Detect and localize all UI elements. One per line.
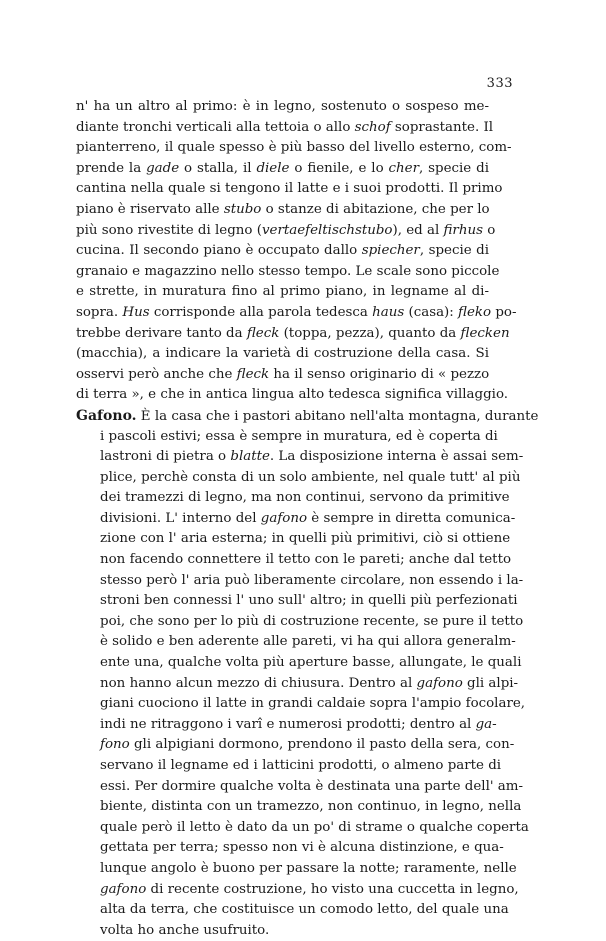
italic-term: gafono bbox=[260, 510, 308, 526]
italic-term: vertaefeltischstubo bbox=[261, 222, 393, 238]
text-segment: essi. Per dormire qualche volta è destinata una parte dell' am- bbox=[100, 778, 524, 794]
italic-term: haus bbox=[372, 304, 405, 320]
text-segment: corrisponde alla parola tedesca bbox=[149, 304, 373, 320]
text-segment: sopra. bbox=[76, 304, 123, 320]
text-segment: poi, che sono per lo più di costruzione recente, se pure il tetto bbox=[100, 613, 524, 629]
text-segment: di recente costruzione, ho visto una cuccetta in legno, bbox=[146, 881, 519, 897]
text-segment: è solido e ben aderente alle pareti, vi ha qui allora generalm- bbox=[100, 634, 516, 650]
text-segment: lastroni di pietra o bbox=[100, 449, 231, 465]
text-segment: non facendo connettere il tetto con le pareti; anche dal tetto bbox=[100, 552, 512, 568]
text-segment: stesso però l' aria può liberamente circolare, non essendo i la- bbox=[100, 572, 524, 588]
italic-term: fleko bbox=[458, 304, 492, 320]
italic-term: schof bbox=[354, 119, 391, 135]
text-line bbox=[76, 97, 489, 118]
text-segment: , specie di bbox=[419, 160, 489, 176]
text-line bbox=[76, 674, 519, 695]
text-line bbox=[76, 550, 512, 571]
text-segment: cucina. Il secondo piano è occupato dallo bbox=[76, 243, 362, 259]
text-segment: indi ne ritraggono i varî e numerosi prodotti; dentro al bbox=[100, 716, 476, 732]
text-line bbox=[76, 241, 489, 262]
text-segment: biente, distinta con un tramezzo, non continuo, in legno, nella bbox=[100, 799, 522, 815]
text-line bbox=[76, 200, 489, 221]
italic-term: firhus bbox=[443, 222, 483, 238]
text-segment: , specie di bbox=[419, 243, 489, 259]
text-line bbox=[76, 612, 524, 633]
italic-term: fono bbox=[100, 737, 130, 753]
text-segment: . La disposizione interna è assai sem- bbox=[269, 449, 524, 465]
text-segment: i pascoli estivi; essa è sempre in muratura, ed è coperta di bbox=[100, 428, 498, 444]
text-line bbox=[76, 138, 512, 159]
text-segment: servano il legname ed i latticini prodotti, o almeno parte di bbox=[100, 758, 502, 773]
text-line bbox=[76, 365, 489, 386]
text-line bbox=[76, 385, 509, 406]
text-line bbox=[76, 529, 511, 550]
text-line bbox=[76, 303, 517, 324]
text-segment: dei tramezzi di legno, ma non continui, servono da primitive bbox=[100, 490, 510, 506]
italic-term: fleck bbox=[236, 366, 270, 382]
text-line bbox=[76, 221, 496, 242]
text-segment: (casa): bbox=[404, 304, 459, 320]
text-segment: diante tronchi verticali alla tettoia o allo bbox=[76, 119, 355, 135]
text-segment: stroni ben connessi l' uno sull' altro; in quelli più perfezionati bbox=[100, 593, 518, 609]
text-line bbox=[76, 900, 509, 921]
text-line bbox=[76, 838, 504, 859]
text-line bbox=[76, 324, 510, 345]
text-segment: gli alpigiani dormono, prendono il pasto della sera, con- bbox=[129, 737, 515, 753]
text-line bbox=[76, 859, 517, 880]
text-segment: cantina nella quale si tengono il latte e i suoi prodotti. Il primo bbox=[76, 181, 503, 197]
text-segment: osservi però anche che bbox=[76, 366, 237, 382]
text-segment: granaio e magazzino nello stesso tempo. Le scale sono piccole bbox=[76, 263, 500, 279]
text-segment: di terra », e che in antica lingua alto tedesca significa villaggio. bbox=[76, 387, 509, 403]
italic-term: gafono bbox=[100, 881, 147, 897]
page-number: 333 bbox=[486, 76, 513, 91]
text-segment: o bbox=[482, 222, 496, 238]
italic-term: gade bbox=[146, 160, 180, 176]
text-line bbox=[76, 694, 526, 715]
text-segment: (macchia), a indicare la varietà di costruzione della casa. Si bbox=[76, 346, 489, 362]
text-segment: divisioni. L' interno del bbox=[100, 510, 261, 526]
text-segment: trebbe derivare tanto da bbox=[76, 325, 247, 341]
text-segment: è sempre in diretta comunica- bbox=[307, 510, 516, 526]
text-segment: lunque angolo è buono per passare la notte; raramente, nelle bbox=[100, 860, 517, 876]
text-line bbox=[76, 262, 500, 283]
text-segment: pianterreno, il quale spesso è più basso del livello esterno, com- bbox=[76, 140, 512, 156]
entry-term: Gafono. bbox=[76, 407, 137, 424]
text-line bbox=[76, 159, 489, 180]
text-segment: prende la bbox=[76, 160, 147, 176]
text-line bbox=[76, 653, 522, 674]
text-segment: o stalla, il bbox=[179, 160, 257, 176]
text-line bbox=[76, 880, 519, 901]
text-segment: piano è riservato alle bbox=[76, 201, 224, 217]
text-line bbox=[76, 571, 524, 592]
text-segment: volta ho anche usufruito. bbox=[100, 922, 270, 938]
text-segment: più sono rivestite di legno ( bbox=[76, 222, 262, 238]
text-line bbox=[76, 509, 516, 530]
text-segment: e strette, in muratura fino al primo piano, in legname al di- bbox=[76, 284, 489, 300]
italic-term: Hus bbox=[122, 304, 150, 320]
entry-line-gafono bbox=[76, 406, 539, 427]
italic-term: blatte bbox=[230, 449, 270, 465]
text-line bbox=[76, 468, 521, 489]
text-line bbox=[76, 797, 522, 818]
italic-term: flecken bbox=[460, 325, 510, 341]
text-segment: ), ed al bbox=[392, 222, 444, 238]
text-line bbox=[76, 777, 524, 798]
text-segment: o fienile, e lo bbox=[289, 160, 389, 176]
text-segment: gettata per terra; spesso non vi è alcuna distinzione, e qua- bbox=[100, 840, 504, 856]
text-segment: non hanno alcun mezzo di chiusura. Dentro al bbox=[100, 675, 417, 691]
text-segment: soprastante. Il bbox=[390, 119, 494, 135]
text-segment: plice, perchè consta di un solo ambiente, nel quale tutt' al più bbox=[100, 469, 521, 485]
text-line bbox=[76, 488, 510, 509]
text-segment: alta da terra, che costituisce un comodo letto, del quale una bbox=[100, 902, 509, 918]
text-segment: ha il senso originario di « pezzo bbox=[269, 366, 490, 382]
text-segment: quale però il letto è dato da un po' di strame o qualche coperta bbox=[100, 819, 529, 835]
italic-term: fleck bbox=[246, 325, 280, 341]
body-text bbox=[76, 97, 539, 941]
text-line bbox=[76, 818, 529, 839]
text-line bbox=[76, 179, 503, 200]
text-line bbox=[76, 447, 524, 468]
text-line bbox=[76, 735, 515, 756]
text-segment: po- bbox=[491, 304, 517, 320]
text-segment: o stanze di abitazione, che per lo bbox=[261, 201, 490, 217]
italic-term: diele bbox=[256, 160, 290, 176]
text-segment: È la casa che i pastori abitano nell'alta montagna, durante bbox=[136, 408, 539, 424]
text-line bbox=[76, 921, 489, 941]
italic-term: ga- bbox=[475, 716, 497, 732]
text-line bbox=[76, 591, 518, 612]
text-line bbox=[76, 282, 489, 303]
text-segment: n' ha un altro al primo: è in legno, sostenuto o sospeso me- bbox=[76, 99, 489, 114]
text-line bbox=[76, 427, 498, 448]
text-segment: giani cuociono il latte in grandi caldaie sopra l'ampio focolare, bbox=[100, 696, 526, 712]
text-line bbox=[76, 344, 489, 365]
italic-term: gafono bbox=[416, 675, 463, 691]
text-segment: zione con l' aria esterna; in quelli più primitivi, ciò si ottiene bbox=[100, 531, 511, 547]
text-line bbox=[76, 715, 497, 736]
text-line bbox=[76, 118, 494, 139]
italic-term: stubo bbox=[223, 201, 262, 217]
italic-term: spiecher bbox=[361, 243, 420, 259]
italic-term: cher bbox=[388, 160, 419, 176]
text-segment: (toppa, pezza), quanto da bbox=[279, 325, 461, 341]
text-line bbox=[76, 756, 502, 777]
text-segment: ente una, qualche volta più aperture basse, allungate, le quali bbox=[100, 655, 522, 671]
text-segment: gli alpi- bbox=[462, 675, 519, 691]
text-line bbox=[76, 632, 516, 653]
